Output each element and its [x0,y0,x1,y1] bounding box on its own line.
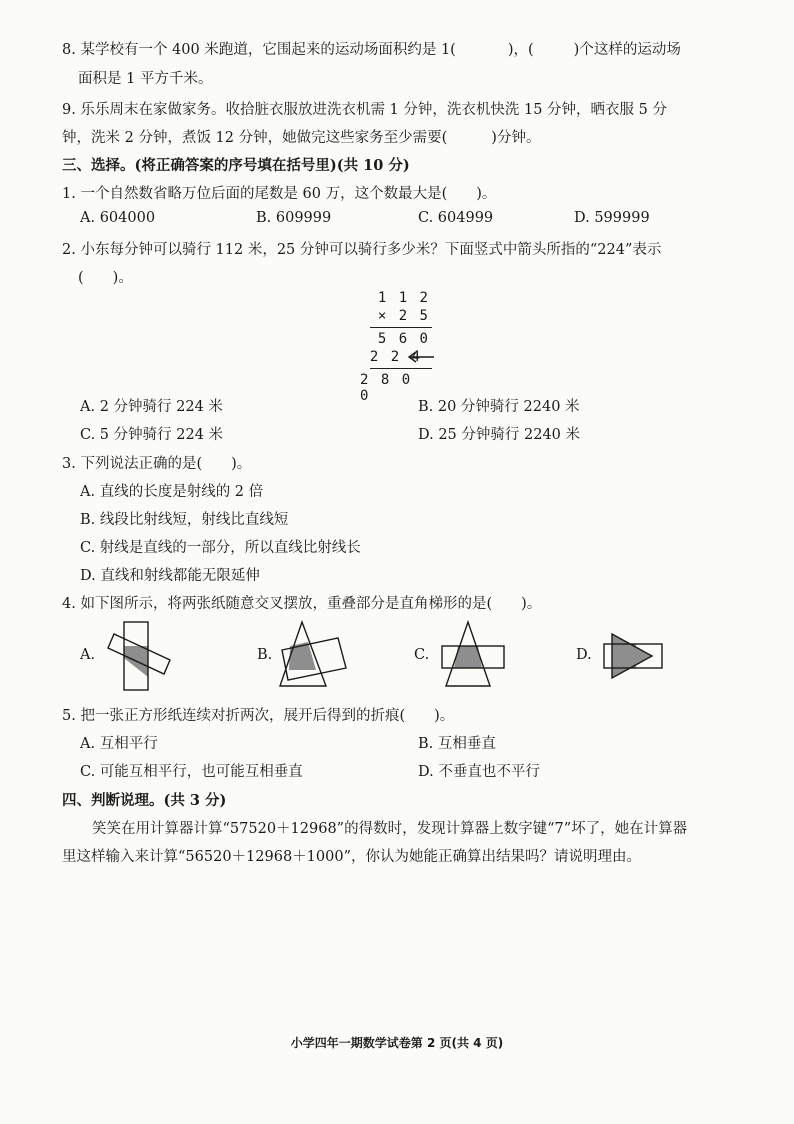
choice-1-option-b[interactable]: B. 609999 [256,210,332,226]
choice-4-label-c[interactable]: C. [414,647,430,663]
section-title-choice: 三、选择。(将正确答案的序号填在括号里)(共 10 分) [62,157,410,174]
choice-4-stem: 4. 如下图所示，将两张纸随意交叉摆放，重叠部分是直角梯形的是( )。 [62,596,542,612]
judge-line1: 笑笑在用计算器计算“57520＋12968”的得数时，发现计算器上数字键“7”坏了，她在计算器 [92,821,688,837]
choice-3-option-b[interactable]: B. 线段比射线短，射线比直线短 [80,512,289,528]
choice-4-label-a[interactable]: A. [80,647,96,663]
choice-2-option-c[interactable]: C. 5 分钟骑行 224 米 [80,427,224,443]
q9-line1: 9. 乐乐周末在家做家务。收拾脏衣服放进洗衣机需 1 分钟，洗衣机快洗 15 分钟，晒衣服 5 分 [62,102,667,118]
figure-b-triangle-rectangle[interactable] [276,618,356,692]
choice-2-stem-line1: 2. 小东每分钟可以骑行 112 米，25 分钟可以骑行多少米？下面竖式中箭头所指的“224”表示 [62,242,662,258]
calc-row-3: 5 6 0 [377,331,430,347]
calc-row-2: × 2 5 [377,308,430,324]
choice-5-option-c[interactable]: C. 可能互相平行，也可能互相垂直 [80,764,303,780]
choice-2-option-d[interactable]: D. 25 分钟骑行 2240 米 [418,427,581,443]
figure-d-triangle-rectangle[interactable] [598,628,668,686]
choice-5-stem: 5. 把一张正方形纸连续对折两次，展开后得到的折痕( )。 [62,708,455,724]
calc-rule [370,327,432,328]
choice-2-option-a[interactable]: A. 2 分钟骑行 224 米 [80,399,223,415]
figure-c-triangle-rectangle[interactable] [436,618,512,690]
choice-3-option-d[interactable]: D. 直线和射线都能无限延伸 [80,568,260,584]
calc-row-4: 2 2 4 [369,349,422,365]
q8-line2: 面积是 1 平方千米。 [78,71,213,87]
choice-2-option-b[interactable]: B. 20 分钟骑行 2240 米 [418,399,580,415]
q8-line1: 8. 某学校有一个 400 米跑道，它围起来的运动场面积约是 1( )，( )个这样的运动场 [62,42,681,58]
choice-5-option-b[interactable]: B. 互相垂直 [418,736,496,752]
choice-5-option-d[interactable]: D. 不垂直也不平行 [418,764,540,780]
q9-line2: 钟，洗米 2 分钟，煮饭 12 分钟，她做完这些家务至少需要( )分钟。 [62,130,541,146]
choice-4-label-b[interactable]: B. [257,647,273,663]
choice-4-label-d[interactable]: D. [576,647,592,663]
calc-row-5: 2 8 0 0 [360,372,413,404]
choice-1-option-a[interactable]: A. 604000 [80,210,156,226]
judge-line2: 里这样输入来计算“56520＋12968＋1000”，你认为她能正确算出结果吗？请说明理由。 [62,849,641,865]
arrow-left-icon [406,350,436,364]
choice-2-stem-line2: ( )。 [78,270,133,286]
calc-rule [370,368,432,369]
choice-1-option-d[interactable]: D. 599999 [574,210,650,226]
choice-3-option-c[interactable]: C. 射线是直线的一部分，所以直线比射线长 [80,540,361,556]
choice-1-option-c[interactable]: C. 604999 [418,210,494,226]
page-footer: 小学四年一期数学试卷第 2 页(共 4 页) [290,1036,504,1050]
calc-row-1: 1 1 2 [377,290,430,306]
choice-1-stem: 1. 一个自然数省略万位后面的尾数是 60 万，这个数最大是( )。 [62,186,497,202]
choice-3-option-a[interactable]: A. 直线的长度是射线的 2 倍 [80,484,264,500]
choice-5-option-a[interactable]: A. 互相平行 [80,736,158,752]
section-title-judge: 四、判断说理。(共 3 分) [62,792,227,809]
figure-a-rectangles[interactable] [100,618,180,694]
choice-3-stem: 3. 下列说法正确的是( )。 [62,456,252,472]
